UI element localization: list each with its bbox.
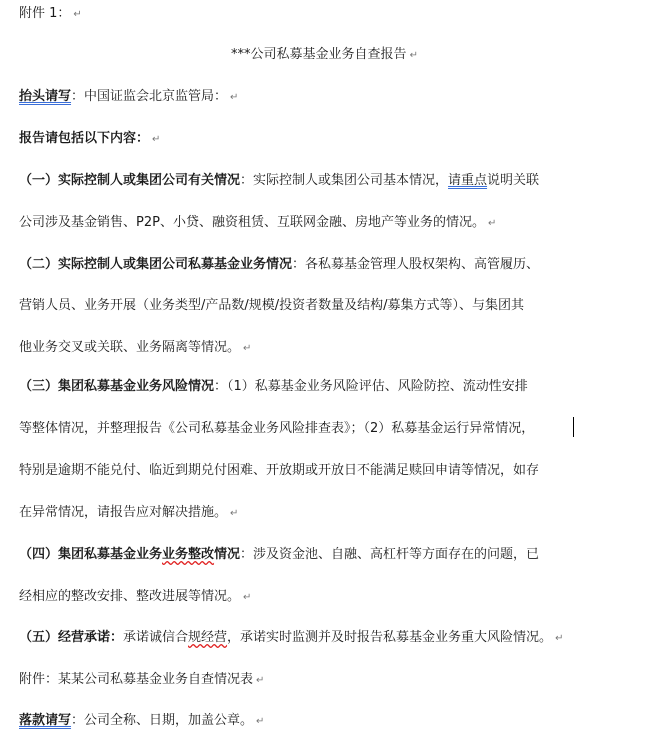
section-1-line-1 [19, 172, 539, 190]
section-5-line-1 [19, 629, 563, 647]
section-5-underlined-text: 规经营 [188, 630, 228, 645]
section-2-line-2 [19, 297, 524, 315]
paragraph-mark-icon: ↵ [243, 592, 252, 603]
section-3-line-3 [19, 462, 539, 480]
address-label: 抬头请写 [19, 89, 72, 104]
paragraph-mark-icon: ↵ [230, 508, 239, 519]
appendix-line [19, 671, 264, 689]
section-2-line-3 [19, 339, 251, 357]
paragraph-mark-icon: ↵ [73, 9, 82, 20]
content-intro-text: 报告请包括以下内容： [19, 131, 150, 146]
paragraph-mark-icon: ↵ [555, 633, 564, 644]
paragraph-mark-icon: ↵ [409, 50, 418, 61]
signoff-value: ：公司全称、日期，加盖公章。 [71, 713, 254, 728]
section-1-text-line-2: 公司涉及基金销售、P2P、小贷、融资租赁、互联网金融、房地产等业务的情况。 [19, 215, 485, 230]
section-2-text-line-3: 他业务交叉或关联、业务隔离等情况。 [19, 340, 241, 355]
section-4-line-1 [19, 546, 539, 564]
section-5-text-cont: ，承诺实时监测并及时报告私募基金业务重大风险情况。 [227, 630, 553, 645]
section-5-text: 承诺诚信合 [123, 630, 189, 645]
section-3-heading: （三）集团私募基金业务风险情况 [19, 379, 215, 394]
section-4-text-line-2: 经相应的整改安排、整改进展等情况。 [19, 589, 241, 604]
section-3-text-line-3: 特别是逾期不能兑付、临近到期兑付困难、开放期或开放日不能满足赎回申请等情况，如存 [19, 463, 540, 478]
paragraph-mark-icon: ↵ [243, 343, 252, 354]
section-4-heading: （四）集团私募基金业务业务整改情况 [19, 547, 241, 562]
section-1-line-2 [19, 214, 496, 232]
section-1-heading: （一）实际控制人或集团公司有关情况 [19, 173, 241, 188]
attachment-header [19, 5, 82, 23]
section-3-line-2 [19, 420, 534, 438]
attachment-header-text: 附件 1： [19, 6, 71, 21]
section-3-text: ：（1）私募基金业务风险评估、风险防控、流动性安排 [214, 379, 528, 394]
section-5-heading: （五）经营承诺： [19, 630, 124, 645]
section-2-text-line-2: 营销人员、业务开展（业务类型/产品数/规模/投资者数量及结构/募集方式等）、与集团其 [19, 298, 525, 313]
document-title [0, 46, 649, 64]
section-4-underlined-heading: 业务整改 [162, 547, 215, 562]
section-1-underlined-text: 请重点 [448, 173, 488, 188]
appendix-text: 附件：某某公司私募基金业务自查情况表 [19, 672, 254, 687]
section-1-text: ：实际控制人或集团公司基本情况， [240, 173, 449, 188]
section-3-text-line-2: 等整体情况，并整理报告《公司私募基金业务风险排查表》；（2）私募基金运行异常情况， [19, 421, 535, 436]
paragraph-mark-icon: ↵ [487, 218, 497, 229]
address-line [19, 88, 238, 106]
text-cursor [573, 417, 574, 437]
section-4-text: ：涉及资金池、自融、高杠杆等方面存在的问题，已 [240, 547, 540, 562]
section-2-heading: （二）实际控制人或集团公司私募基金业务情况 [19, 257, 293, 272]
section-2-text: ：各私募基金管理人股权架构、高管履历、 [292, 257, 540, 272]
section-3-text-line-4: 在异常情况，请报告应对解决措施。 [19, 505, 228, 520]
document-title-text: ***公司私募基金业务自查报告 [231, 47, 407, 62]
section-3-line-4 [19, 504, 238, 522]
section-2-line-1 [19, 256, 539, 274]
paragraph-mark-icon: ↵ [256, 675, 265, 686]
paragraph-mark-icon: ↵ [256, 716, 265, 727]
section-3-line-1 [19, 378, 528, 396]
paragraph-mark-icon: ↵ [152, 134, 161, 145]
section-4-line-2 [19, 588, 251, 606]
paragraph-mark-icon: ↵ [230, 92, 239, 103]
section-1-text-cont: 说明关联 [487, 173, 540, 188]
address-value: ：中国证监会北京监管局： [71, 89, 228, 104]
signoff-line [19, 712, 264, 730]
signoff-label: 落款请写 [19, 713, 72, 728]
content-intro [19, 130, 160, 148]
